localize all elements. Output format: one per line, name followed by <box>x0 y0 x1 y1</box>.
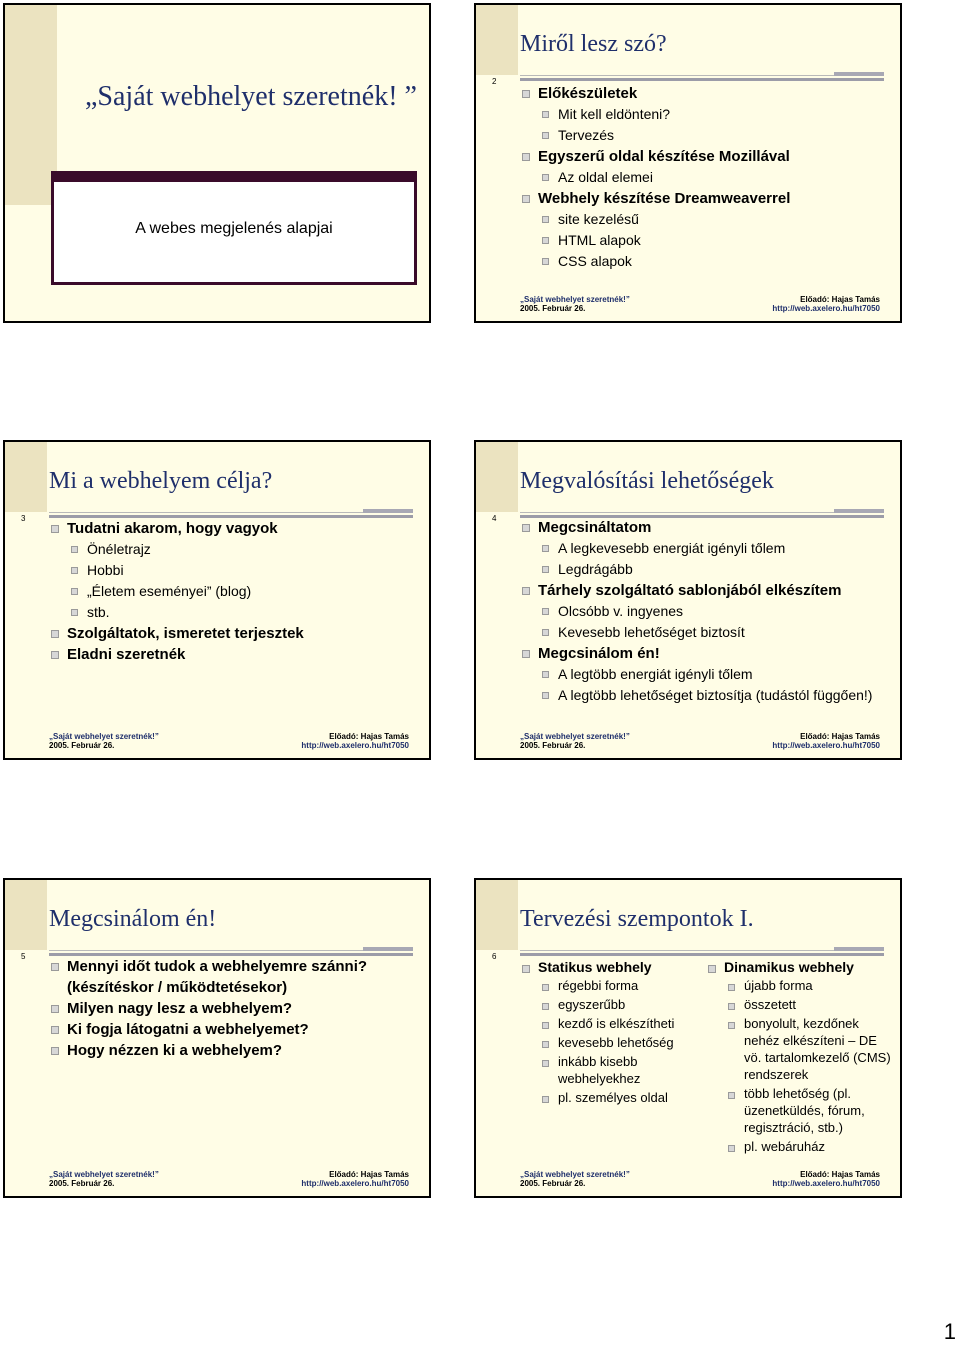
bullet-text: HTML alapok <box>558 232 641 248</box>
footer-date: 2005. Február 26. <box>520 741 586 750</box>
bullet-text: Ki fogja látogatni a webhelyemet? <box>67 1021 309 1038</box>
bullet-text: „Életem eseményei” (blog) <box>87 583 252 599</box>
sub-bullet-item <box>520 1089 706 1106</box>
square-bullet-icon <box>522 650 530 658</box>
bullet-text: A legtöbb lehetőséget biztosítja (tudástól függően!) <box>558 687 873 703</box>
bullet-item <box>520 83 890 104</box>
sub-bullet-item <box>520 538 890 559</box>
square-bullet-icon <box>728 984 735 991</box>
square-bullet-icon <box>728 1022 735 1029</box>
footer-url: http://web.axelero.hu/ht7050 <box>772 1179 880 1188</box>
square-bullet-icon <box>51 1005 59 1013</box>
title-rule <box>520 75 884 81</box>
sub-bullet-item <box>520 104 890 125</box>
slide-stripe <box>476 880 518 950</box>
square-bullet-icon <box>542 545 549 552</box>
slide-number: 2 <box>492 77 497 86</box>
square-bullet-icon <box>51 1026 59 1034</box>
bullet-text: kezdő is elkészítheti <box>558 1016 675 1031</box>
footer-author: Előadó: Hajas Tamás <box>800 732 880 741</box>
square-bullet-icon <box>522 587 530 595</box>
square-bullet-icon <box>542 566 549 573</box>
footer-url: http://web.axelero.hu/ht7050 <box>772 304 880 313</box>
slide-number: 3 <box>21 514 26 523</box>
bullet-item <box>49 518 419 539</box>
square-bullet-icon <box>542 629 549 636</box>
footer-author: Előadó: Hajas Tamás <box>329 732 409 741</box>
square-bullet-icon <box>71 609 78 616</box>
bullet-item <box>706 958 892 977</box>
sub-bullet-item <box>706 1015 892 1083</box>
sub-bullet-item <box>520 996 706 1013</box>
bullet-text: Hogy nézzen ki a webhelyem? <box>67 1042 283 1059</box>
sub-bullet-item <box>520 1015 706 1032</box>
bullet-text: Legdrágább <box>558 561 633 577</box>
bullet-text: Önéletrajz <box>87 541 151 557</box>
cover-title: „Saját webhelyet szeretnék! ” <box>85 81 417 112</box>
square-bullet-icon <box>51 963 59 971</box>
square-bullet-icon <box>728 1145 735 1152</box>
square-bullet-icon <box>542 1060 549 1067</box>
footer-title: „Saját webhelyet szeretnék!” <box>49 1170 159 1179</box>
slide-title: Mi a webhelyem célja? <box>49 468 273 494</box>
square-bullet-icon <box>542 132 549 139</box>
slide-title: Miről lesz szó? <box>520 31 667 57</box>
sub-bullet-item <box>520 622 890 643</box>
bullet-list <box>49 518 419 665</box>
bullet-text: stb. <box>87 604 110 620</box>
footer-title: „Saját webhelyet szeretnék!” <box>520 732 630 741</box>
bullet-text: inkább kisebb webhelyekhez <box>558 1054 641 1086</box>
square-bullet-icon <box>542 984 549 991</box>
square-bullet-icon <box>542 111 549 118</box>
bullet-text: A legkevesebb energiát igényli tőlem <box>558 540 786 556</box>
slide-2 <box>474 3 902 323</box>
bullet-item <box>49 956 409 998</box>
square-bullet-icon <box>71 588 78 595</box>
square-bullet-icon <box>542 1096 549 1103</box>
footer-title: „Saját webhelyet szeretnék!” <box>520 1170 630 1179</box>
slide-1 <box>3 3 431 323</box>
slide-number: 4 <box>492 514 497 523</box>
bullet-text: Megcsináltatom <box>538 519 652 536</box>
bullet-text: Tudatni akarom, hogy vagyok <box>67 520 278 537</box>
bullet-text: Szolgáltatok, ismeretet terjesztek <box>67 625 304 642</box>
cover-subtitle: A webes megjelenés alapjai <box>135 220 333 237</box>
slide-4 <box>474 440 902 760</box>
sub-bullet-item <box>520 1034 706 1051</box>
square-bullet-icon <box>542 1022 549 1029</box>
bullet-text: Webhely készítése Dreamweaverrel <box>538 190 791 207</box>
bullet-text: több lehetőség (pl. üzenetküldés, fórum, regisztráció, stb.) <box>744 1086 865 1135</box>
bullet-item <box>49 1040 409 1061</box>
slide-footer <box>49 1170 409 1190</box>
bullet-text: régebbi forma <box>558 978 639 993</box>
bullet-text: Előkészületek <box>538 85 638 102</box>
sub-bullet-item <box>49 539 419 560</box>
sub-bullet-item <box>706 1138 892 1155</box>
square-bullet-icon <box>542 692 549 699</box>
footer-date: 2005. Február 26. <box>520 304 586 313</box>
sub-bullet-item <box>520 977 706 994</box>
square-bullet-icon <box>71 546 78 553</box>
square-bullet-icon <box>728 1092 735 1099</box>
slide-footer <box>520 732 880 752</box>
square-bullet-icon <box>522 195 530 203</box>
bullet-text: Megcsinálom én! <box>538 645 660 662</box>
footer-title: „Saját webhelyet szeretnék!” <box>49 732 159 741</box>
dynamic-column <box>706 958 892 1157</box>
bullet-text: pl. webáruház <box>744 1139 825 1154</box>
bullet-text: Az oldal elemei <box>558 169 653 185</box>
footer-date: 2005. Február 26. <box>49 1179 115 1188</box>
slide-stripe <box>5 880 47 950</box>
slide-title: Tervezési szempontok I. <box>520 906 754 932</box>
cover-subtitle-box <box>51 171 417 285</box>
bullet-list <box>49 956 409 1061</box>
slide-title: Megcsinálom én! <box>49 906 217 932</box>
sub-bullet-item <box>520 167 890 188</box>
footer-url: http://web.axelero.hu/ht7050 <box>301 1179 409 1188</box>
bullet-text: Kevesebb lehetőséget biztosít <box>558 624 745 640</box>
slide-stripe <box>476 5 518 75</box>
sub-bullet-item <box>520 251 890 272</box>
square-bullet-icon <box>542 608 549 615</box>
square-bullet-icon <box>542 258 549 265</box>
slide-stripe <box>5 5 57 205</box>
slide-title: Megvalósítási lehetőségek <box>520 468 774 494</box>
bullet-item <box>49 998 409 1019</box>
sub-bullet-item <box>520 209 890 230</box>
slide-3 <box>3 440 431 760</box>
footer-author: Előadó: Hajas Tamás <box>329 1170 409 1179</box>
slide-stripe <box>5 442 47 512</box>
square-bullet-icon <box>728 1003 735 1010</box>
bullet-text: Eladni szeretnék <box>67 646 186 663</box>
slide-stripe <box>476 442 518 512</box>
bullet-text: CSS alapok <box>558 253 632 269</box>
bullet-text: Mennyi időt tudok a webhelyemre szánni? (készítéskor / működtetésekor) <box>67 958 368 996</box>
slide-5 <box>3 878 431 1198</box>
square-bullet-icon <box>522 153 530 161</box>
sub-bullet-item <box>520 601 890 622</box>
square-bullet-icon <box>522 90 530 98</box>
sub-bullet-item <box>49 581 419 602</box>
sub-bullet-item <box>520 559 890 580</box>
square-bullet-icon <box>708 965 716 973</box>
page-number: 1 <box>943 1319 956 1344</box>
bullet-text: Dinamikus webhely <box>724 959 854 975</box>
bullet-list <box>520 83 890 272</box>
sub-bullet-item <box>520 125 890 146</box>
slide-footer <box>49 732 409 752</box>
bullet-text: Mit kell eldönteni? <box>558 106 671 122</box>
square-bullet-icon <box>542 237 549 244</box>
bullet-item <box>520 643 890 664</box>
cover-box-cap <box>54 174 414 182</box>
square-bullet-icon <box>71 567 78 574</box>
bullet-text: kevesebb lehetőség <box>558 1035 674 1050</box>
bullet-item <box>520 188 890 209</box>
square-bullet-icon <box>51 630 59 638</box>
footer-author: Előadó: Hajas Tamás <box>800 295 880 304</box>
square-bullet-icon <box>542 1003 549 1010</box>
bullet-item <box>49 644 419 665</box>
footer-author: Előadó: Hajas Tamás <box>800 1170 880 1179</box>
bullet-text: Olcsóbb v. ingyenes <box>558 603 684 619</box>
square-bullet-icon <box>522 524 530 532</box>
slide-6 <box>474 878 902 1198</box>
bullet-text: Tervezés <box>558 127 615 143</box>
square-bullet-icon <box>542 174 549 181</box>
slide-number: 6 <box>492 952 497 961</box>
bullet-item <box>49 1019 409 1040</box>
bullet-text: Egyszerű oldal készítése Mozillával <box>538 148 790 165</box>
bullet-item <box>520 146 890 167</box>
bullet-text: Tárhely szolgáltató sablonjából elkészítem <box>538 582 842 599</box>
sub-bullet-item <box>520 1053 706 1087</box>
bullet-text: Statikus webhely <box>538 959 652 975</box>
slide-number: 5 <box>21 952 26 961</box>
bullet-item <box>520 517 890 538</box>
sub-bullet-item <box>49 560 419 581</box>
square-bullet-icon <box>51 1047 59 1055</box>
bullet-item <box>520 580 890 601</box>
square-bullet-icon <box>542 216 549 223</box>
bullet-text: Milyen nagy lesz a webhelyem? <box>67 1000 293 1017</box>
footer-url: http://web.axelero.hu/ht7050 <box>772 741 880 750</box>
footer-date: 2005. Február 26. <box>49 741 115 750</box>
footer-url: http://web.axelero.hu/ht7050 <box>301 741 409 750</box>
sub-bullet-item <box>706 977 892 994</box>
bullet-text: újabb forma <box>744 978 813 993</box>
square-bullet-icon <box>51 525 59 533</box>
square-bullet-icon <box>51 651 59 659</box>
bullet-text: bonyolult, kezdőnek nehéz elkészíteni – DE vö. tartalomkezelő (CMS) rendszerek <box>744 1016 891 1082</box>
bullet-item <box>49 623 419 644</box>
sub-bullet-item <box>520 685 890 706</box>
bullet-text: összetett <box>744 997 797 1012</box>
bullet-text: egyszerűbb <box>558 997 626 1012</box>
slide-footer <box>520 1170 880 1190</box>
square-bullet-icon <box>542 671 549 678</box>
sub-bullet-item <box>49 602 419 623</box>
square-bullet-icon <box>542 1041 549 1048</box>
bullet-text: site kezelésű <box>558 211 639 227</box>
bullet-text: Hobbi <box>87 562 124 578</box>
sub-bullet-item <box>706 1085 892 1136</box>
static-column <box>520 958 706 1108</box>
footer-title: „Saját webhelyet szeretnék!” <box>520 295 630 304</box>
sub-bullet-item <box>706 996 892 1013</box>
slide-footer <box>520 295 880 315</box>
bullet-text: A legtöbb energiát igényli tőlem <box>558 666 753 682</box>
sub-bullet-item <box>520 230 890 251</box>
bullet-item <box>520 958 706 977</box>
sub-bullet-item <box>520 664 890 685</box>
footer-date: 2005. Február 26. <box>520 1179 586 1188</box>
bullet-text: pl. személyes oldal <box>558 1090 668 1105</box>
square-bullet-icon <box>522 965 530 973</box>
bullet-list <box>520 517 890 706</box>
title-rule <box>520 950 884 956</box>
